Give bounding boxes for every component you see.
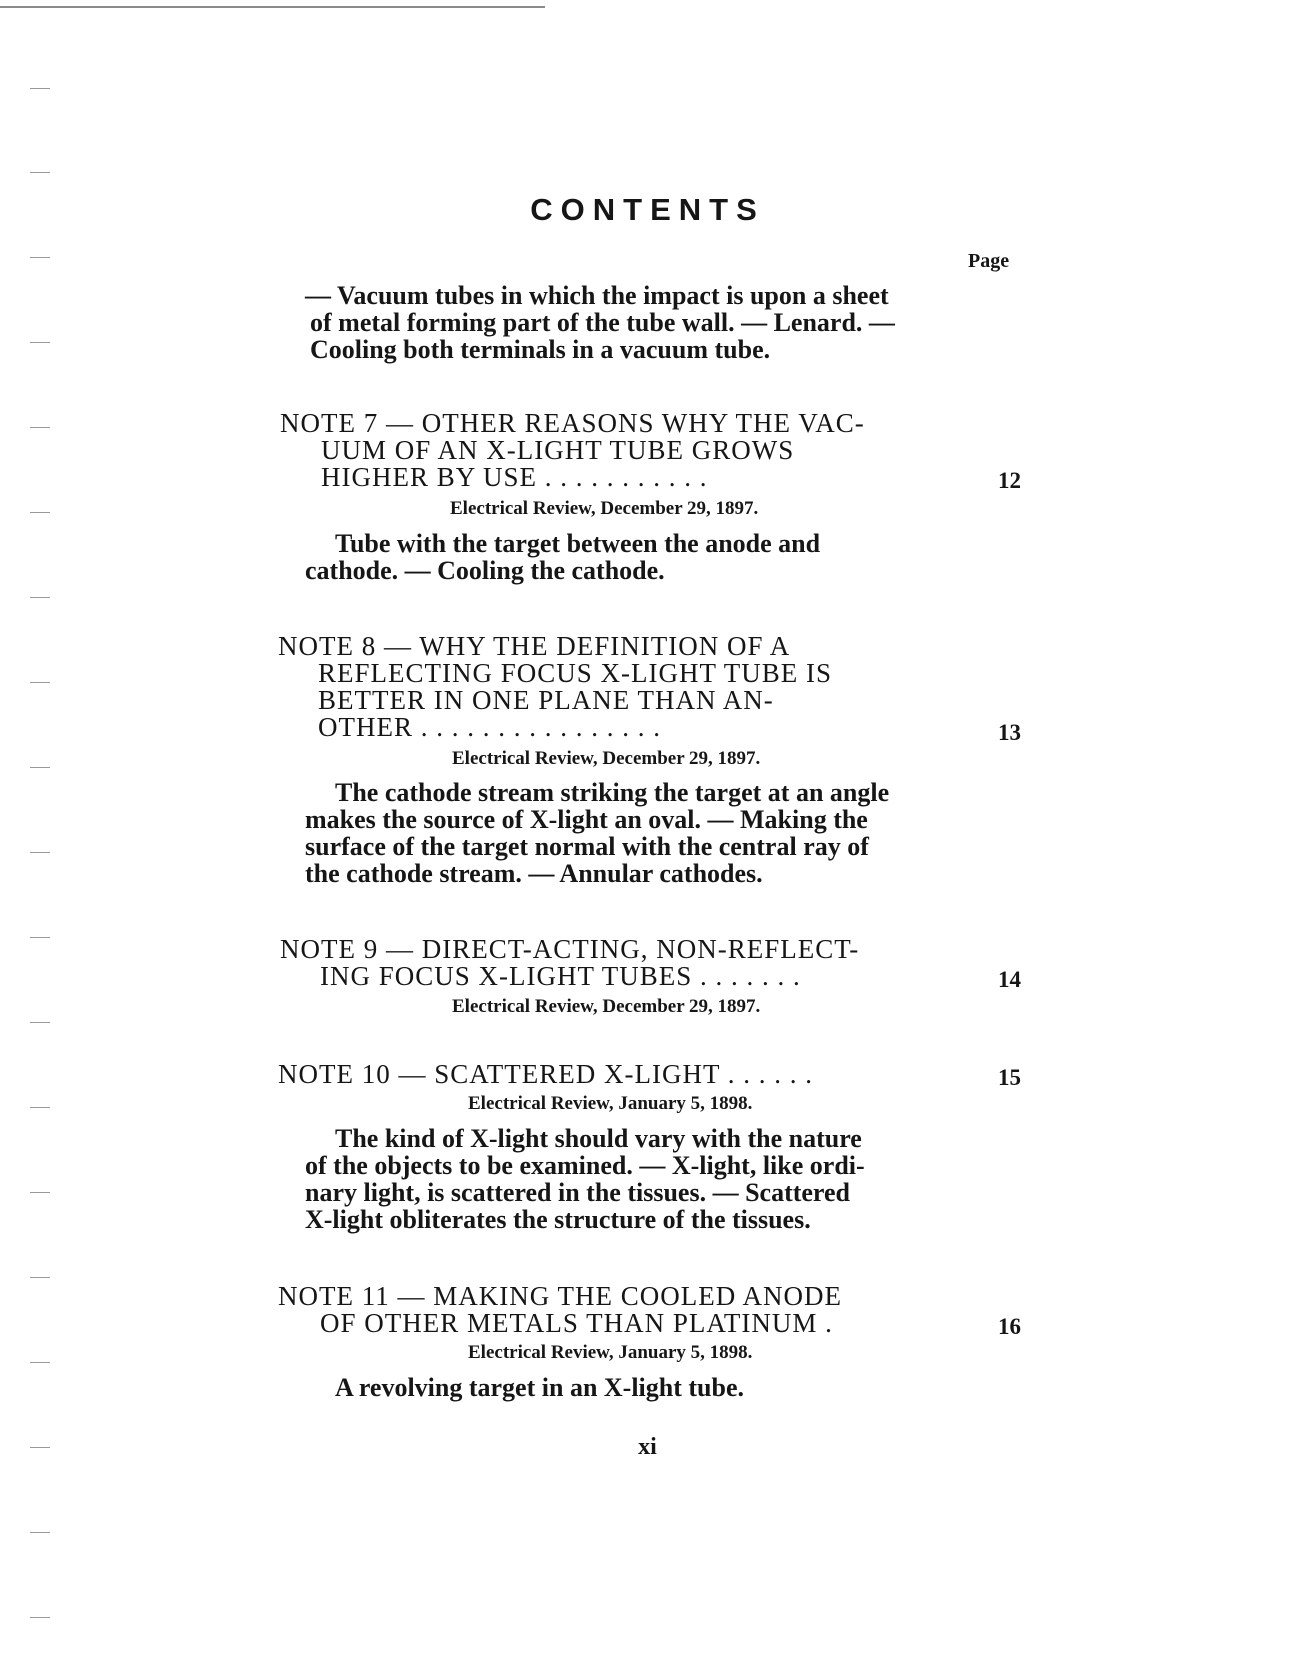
summary-line: of metal forming part of the tube wall. — Lenard. — bbox=[310, 308, 895, 337]
margin-tick bbox=[30, 767, 50, 768]
margin-tick bbox=[30, 1277, 50, 1278]
summary-line: Cooling both terminals in a vacuum tube. bbox=[310, 335, 771, 364]
entry-source: Electrical Review, December 29, 1897. bbox=[450, 498, 759, 519]
entry-source: Electrical Review, January 5, 1898. bbox=[468, 1093, 753, 1114]
entry-heading-line: REFLECTING FOCUS X-LIGHT TUBE IS bbox=[318, 658, 833, 688]
margin-tick bbox=[30, 852, 50, 853]
summary-line: the cathode stream. — Annular cathodes. bbox=[305, 859, 763, 888]
top-rule bbox=[0, 6, 545, 8]
entry-heading-line: BETTER IN ONE PLANE THAN AN- bbox=[318, 685, 774, 715]
entry-heading-line: NOTE 8 — WHY THE DEFINITION OF A bbox=[278, 631, 791, 661]
page-column-label: Page bbox=[968, 250, 1010, 272]
margin-tick bbox=[30, 1022, 50, 1023]
entry-page-number: 16 bbox=[998, 1314, 1021, 1339]
entry-heading-line: OTHER . . . . . . . . . . . . . . . . bbox=[318, 712, 661, 742]
entry-page-number: 12 bbox=[998, 468, 1021, 493]
entry-heading-line: NOTE 10 — SCATTERED X-LIGHT . . . . . . bbox=[278, 1059, 813, 1089]
margin-tick bbox=[30, 597, 50, 598]
entry-heading-line: HIGHER BY USE . . . . . . . . . . . bbox=[321, 462, 708, 492]
summary-line: of the objects to be examined. — X-light, like ordi- bbox=[305, 1151, 865, 1180]
margin-tick bbox=[30, 512, 50, 513]
margin-tick bbox=[30, 682, 50, 683]
entry-page-number: 14 bbox=[998, 967, 1021, 992]
page-title: CONTENTS bbox=[530, 192, 765, 227]
margin-tick bbox=[30, 1362, 50, 1363]
entry-page-number: 13 bbox=[998, 720, 1021, 745]
entry-source: Electrical Review, January 5, 1898. bbox=[468, 1342, 753, 1363]
entry-heading-line: UUM OF AN X-LIGHT TUBE GROWS bbox=[321, 435, 795, 465]
summary-line: — Vacuum tubes in which the impact is upon a sheet bbox=[305, 281, 889, 310]
entry-heading-line: ING FOCUS X-LIGHT TUBES . . . . . . . bbox=[320, 961, 801, 991]
summary-line: Tube with the target between the anode and bbox=[335, 529, 821, 558]
page-folio: xi bbox=[638, 1434, 657, 1460]
margin-tick bbox=[30, 88, 50, 89]
entry-heading-line: NOTE 7 — OTHER REASONS WHY THE VAC- bbox=[280, 408, 865, 438]
entry-heading-line: NOTE 9 — DIRECT-ACTING, NON-REFLECT- bbox=[280, 934, 860, 964]
margin-tick bbox=[30, 1532, 50, 1533]
margin-tick bbox=[30, 342, 50, 343]
margin-tick bbox=[30, 1617, 50, 1618]
entry-heading-line: NOTE 11 — MAKING THE COOLED ANODE bbox=[278, 1281, 842, 1311]
summary-line: The cathode stream striking the target at an angle bbox=[335, 778, 890, 807]
margin-tick bbox=[30, 937, 50, 938]
entry-heading-line: OF OTHER METALS THAN PLATINUM . bbox=[320, 1308, 833, 1338]
entry-page-number: 15 bbox=[998, 1065, 1021, 1090]
summary-line: surface of the target normal with the central ray of bbox=[305, 832, 869, 861]
entry-source: Electrical Review, December 29, 1897. bbox=[452, 748, 761, 769]
margin-tick bbox=[30, 172, 50, 173]
summary-line: cathode. — Cooling the cathode. bbox=[305, 556, 665, 585]
entry-source: Electrical Review, December 29, 1897. bbox=[452, 996, 761, 1017]
margin-tick bbox=[30, 1107, 50, 1108]
margin-tick bbox=[30, 1192, 50, 1193]
margin-tick bbox=[30, 257, 50, 258]
margin-tick bbox=[30, 427, 50, 428]
summary-line: A revolving target in an X-light tube. bbox=[335, 1373, 745, 1402]
summary-line: nary light, is scattered in the tissues. — Scattered bbox=[305, 1178, 850, 1207]
summary-line: makes the source of X-light an oval. — Making the bbox=[305, 805, 868, 834]
summary-line: The kind of X-light should vary with the nature bbox=[335, 1124, 862, 1153]
summary-line: X-light obliterates the structure of the tissues. bbox=[305, 1205, 811, 1234]
